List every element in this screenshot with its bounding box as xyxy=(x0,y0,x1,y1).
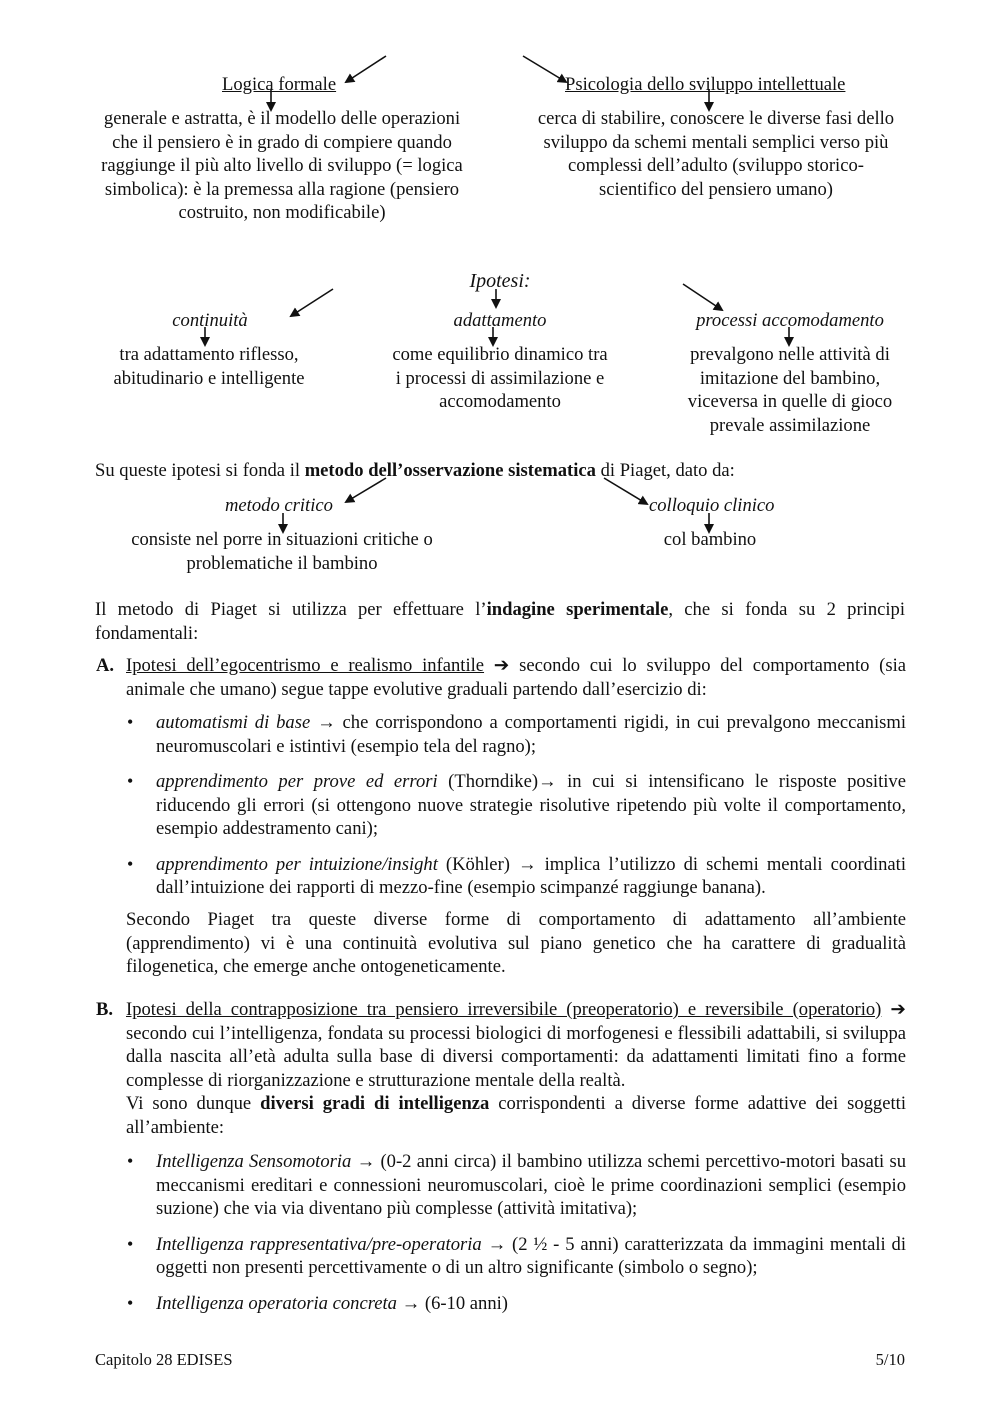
right-arrow-icon: → xyxy=(310,712,343,733)
right-arrow-icon: → xyxy=(396,1292,425,1314)
list-item xyxy=(126,711,906,758)
section-b-paragraph-2 xyxy=(126,1092,906,1139)
bullet-term: Intelligenza Sensomotoria xyxy=(156,1151,352,1172)
list-item xyxy=(126,1292,906,1316)
psicologia-desc: cerca di stabilire, conoscere le diverse fasi dello sviluppo da schemi mentali semplici verso più complessi dell’adulto (sviluppo storico-scientifico del pensiero umano) xyxy=(537,108,895,200)
list-item xyxy=(126,853,906,900)
section-b-title: Ipotesi della contrapposizione tra pensiero irreversibile (preoperatorio) e reversibile (operatorio) xyxy=(126,999,882,1020)
section-b-paragraph xyxy=(126,998,906,1092)
metodo-critico-title: metodo critico xyxy=(225,495,333,516)
psicologia-title: Psicologia dello sviluppo intellettuale xyxy=(565,74,846,95)
section-a-letter: A. xyxy=(96,655,115,676)
section-b-text: secondo cui l’intelligenza, fondata su processi biologici di morfogenesi e flessibili adattabili, si sviluppa dalla nascita all’età adulta sulla base di diversi comportamenti: da adattamenti limitati fino a forme complesse di riorganizzazione e strutturazione mentale della realtà. xyxy=(126,1022,906,1091)
colloquio-desc: col bambino xyxy=(663,529,757,550)
arrow-to-psicologia xyxy=(523,56,566,82)
list-item xyxy=(126,770,906,841)
arrow-to-accomodamento xyxy=(683,284,722,310)
logica-formale-title: Logica formale xyxy=(222,74,337,95)
section-a-closing: Secondo Piaget tra queste diverse forme di comportamento di adattamento all’ambiente (apprendimento) vi è una continuità evolutiva sul piano genetico che ha carattere di gradualità filogenetica, che emerge anche ontogeneticamente. xyxy=(126,909,906,977)
right-arrow-icon: → xyxy=(481,1233,513,1255)
bullet-text: che corrispondono a comportamenti rigidi, in cui prevalgono meccanismi neuromuscolari e istintivi (esempio tela del ragno); xyxy=(156,712,906,757)
section-a-arrow-icon: ➔ xyxy=(493,655,510,676)
bullet-text: implica l’utilizzo di schemi mentali coordinati dall’intuizione dei rapporti di mezzo-fine (esempio scimpanzé raggiunge banana). xyxy=(156,853,907,898)
bullet-text: (6-10 anni) xyxy=(424,1292,509,1314)
intro-bold: indagine sperimentale xyxy=(486,599,669,620)
bullet-term: apprendimento per intuizione/insight xyxy=(156,853,438,875)
right-arrow-icon: → xyxy=(509,853,545,875)
logica-formale-desc: generale e astratta, è il modello delle operazioni che il pensiero è in grado di compiere quando raggiunge il più alto livello di sviluppo (= logica simbolica): è la premessa alla ragione (pensiero costruito, non modificabile) xyxy=(101,108,463,223)
section-b-p2-pre: Vi sono dunque xyxy=(126,1093,261,1114)
metodo-critico-desc: consiste nel porre in situazioni critiche o problematiche il bambino xyxy=(131,529,433,574)
adattamento-title: adattamento xyxy=(453,310,547,331)
continuita-desc: tra adattamento riflesso, abitudinario e intelligente xyxy=(113,344,305,389)
adattamento-desc: come equilibrio dinamico tra i processi di assimilazione e accomodamento xyxy=(392,344,608,412)
method-post: di Piaget, dato da: xyxy=(595,460,735,481)
intro-post: , che si fonda su 2 principi fondamentali: xyxy=(95,599,906,644)
section-b-letter: B. xyxy=(96,999,114,1020)
bullet-term: Intelligenza operatoria concreta xyxy=(156,1292,397,1314)
bullet-term: automatismi di base xyxy=(156,712,311,733)
section-a-paragraph xyxy=(126,654,906,701)
ipotesi-heading: Ipotesi: xyxy=(469,270,531,292)
arrow-to-logica xyxy=(346,56,386,82)
accomodamento-desc: prevalgono nelle attività di imitazione del bambino, viceversa in quelle di gioco prevale assimilazione xyxy=(687,344,893,436)
list-item xyxy=(126,1233,906,1280)
section-b-p2-bold: diversi gradi di intelligenza xyxy=(260,1093,490,1114)
right-arrow-icon: → xyxy=(538,771,568,792)
page-number: 5/10 xyxy=(875,1350,905,1369)
section-a-bullets xyxy=(126,711,906,912)
method-pre: Su queste ipotesi si fonda il xyxy=(95,460,305,481)
bullet-author: (Köhler) xyxy=(437,853,510,875)
intro-paragraph xyxy=(95,598,905,645)
footer-left: Capitolo 28 EDISES xyxy=(95,1350,233,1369)
section-b-bullets xyxy=(126,1150,906,1327)
section-a-title: Ipotesi dell’egocentrismo e realismo infantile xyxy=(126,655,485,676)
section-b-arrow-icon: ➔ xyxy=(890,999,906,1020)
bullet-text: (0-2 anni circa) il bambino utilizza schemi percettivo-motori basati su meccanismi ereditari e connessioni neuromuscolari, cioè le prime coordinazioni semplici (esempio suzione) che via via diventano più complesse (attività imitativa); xyxy=(156,1151,907,1219)
bullet-text: (2 ½ - 5 anni) caratterizzata da immagini mentali di oggetti non presenti percettivamente o di un altro significante (simbolo o segno); xyxy=(156,1233,906,1278)
bullet-text: in cui si intensificano le risposte positive riducendo gli errori (si ottengono nuove strategie risolutive ripetendo più volte il comportamento, esempio addestramento cani); xyxy=(156,771,906,839)
list-item xyxy=(126,1150,906,1221)
right-arrow-icon: → xyxy=(351,1151,381,1172)
accomodamento-title: processi accomodamento xyxy=(696,310,884,331)
bullet-term: apprendimento per prove ed errori xyxy=(156,771,438,792)
colloquio-title: colloquio clinico xyxy=(649,495,775,516)
intro-pre: Il metodo di Piaget si utilizza per effettuare l’ xyxy=(95,599,487,620)
section-b-p2-post: corrispondenti a diverse forme adattive dei soggetti all’ambiente: xyxy=(126,1093,906,1138)
bullet-author: (Thorndike) xyxy=(437,771,539,792)
bullet-term: Intelligenza rappresentativa/pre-operatoria xyxy=(156,1233,482,1255)
method-sentence xyxy=(95,459,905,483)
continuita-title: continuità xyxy=(172,310,248,331)
method-bold: metodo dell’osservazione sistematica xyxy=(304,460,596,481)
section-a-text: secondo cui lo sviluppo del comportamento (sia animale che umano) segue tappe evolutive graduali partendo dall’esercizio di: xyxy=(126,655,906,700)
